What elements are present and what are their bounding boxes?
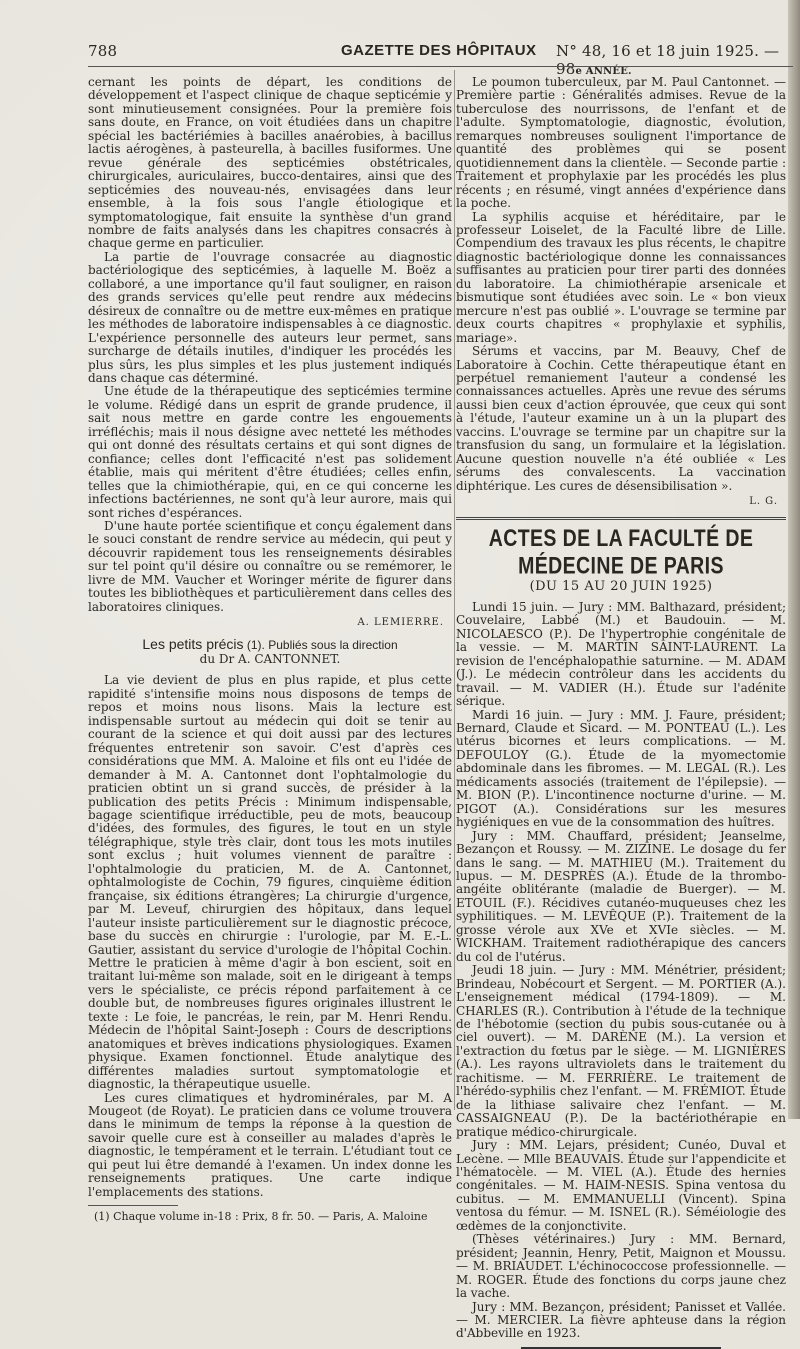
page-number: 788 (88, 42, 118, 60)
issue-date: N° 48, 16 et 18 juin 1925. — 98 (556, 42, 780, 78)
review-paragraph: Sérums et vaccins, par M. Beauvy, Chef de Laboratoire à Cochin. Cette thérapeutique étant en perpétuel remaniement l'auteur a condensé les connaissances actuelles. Après une revue des sérums aussi bien ceux d'action éprouvée, que ceux qui sont à l'étude, l'auteur examine un à un la plupart des vaccins. L'ouvrage se termine par un chapitre sur la transfusion du sang, un formulaire et la législation. Aucune question nouvelle n'a été oubliée « Les sérums des convalescents. La vaccination diphtérique. Les cures de désensibilisation ». (456, 344, 786, 493)
review-paragraph: Une étude de la thérapeutique des septicémies termine le volume. Rédigé dans un esprit de grande prudence, il sait nous mettre en garde contre les engouements irréfléchis; mais il nous désigne avec netteté les méthodes qui ont donné des résultats certains et qui sont dignes de confiance; celles dont l'efficacité n'est pas solidement établie, mais qui méritent d'être étudiées; celles enfin, telles que la chimiothérapie, qui, en ce qui concerne les infections bactériennes, ne sont qu'à leur aurore, mais qui sont riches d'espérances. (88, 384, 452, 520)
actes-paragraph: Jeudi 18 juin. — Jury : MM. Ménétrier, président; Brindeau, Nobécourt et Sergent. — M. PORTIER (A.). L'enseignement médical (1794-1809). — M. CHARLES (R.). Contribution à l'étude de la technique de l'hébotomie (section du pubis sous-cutanée ou à ciel ouvert). — M. DARÈNE (M.). La version et l'extraction du fœtus par le siège. — M. LIGNIÈRES (A.). Les rayons ultraviolets dans le traitement du rachitisme. — M. FERRIÈRE. Le traitement de l'hérédo-syphilis chez l'enfant. — M. FRÉMIOT. Étude de la lithiase salivaire chez l'enfant. — M. CASSAIGNEAU (P.). De la bactériothérapie en pratique médico-chirurgicale. (456, 963, 786, 1139)
footnote: (1) Chaque volume in-18 : Prix, 8 fr. 50. — Paris, A. Maloine (94, 1210, 428, 1224)
review-paragraph: La vie devient de plus en plus rapide, et plus cette rapidité s'intensifie moins nous disposons de temps de repos et moins nous lisons. Mais la lecture est indispensable surtout au médecin qui doit se tenir au courant de la science et qui doit aussi par des lectures fréquentes entretenir son savoir. C'est d'après ces considérations que MM. A. Maloine et fils ont eu l'idée de demander à M. A. Cantonnet dont l'ophtalmologie du praticien obtint un si grand succès, de présider à la publication des petits Précis : Minimum indispensable, bagage scientifique irréductible, peu de mots, beaucoup d'idées, des formules, des figures, le tout en un style télégraphique, style très clair, dont tous les mots inutiles sont exclus ; huit volumes viennent de paraître : l'ophtalmologie du praticien, M. de A. Cantonnet, ophtalmologiste de Cochin, 79 figures, cinquième édition française, six éditions étrangères; La chirurgie d'urgence, par M. Leveuf, chirurgien des hôpitaux, dans lequel l'auteur insiste particulièrement sur le diagnostic précoce, base du succès en chirurgie : l'urologie, par M. E.-L. Gautier, assistant du service d'urologie de l'hôpital Cochin. Mettre le praticien à même d'agir à bon escient, soit en traitant lui-même son malade, soit en le dirigeant à temps vers le spécialiste, ce précis répond parfaitement à ce double but, de nombreuses figures originales illustrent le texte : Le foie, le pancréas, le rein, par M. Henri Rendu. Médecin de l'hôpital Saint-Joseph : Cours de descriptions anatomiques et brèves indications physiologiques. Examen physique. Examen fonctionnel. Étude analytique des différentes maladies surtout symptomatologie et diagnostic, la thérapeutique usuelle. (88, 673, 452, 1092)
header-rule (88, 66, 793, 67)
review-paragraph: La syphilis acquise et héréditaire, par le professeur Loiselet, de la Faculté libre de Lille. Compendium des travaux les plus récents, le chapitre diagnostic bactériologique donne les connaissances suffisantes au praticien pour tirer parti des données du laboratoire. La chimiothérapie arsenicale et bismutique sont étudiées avec soin. Le « bon vieux mercure n'est pas oublié ». L'ouvrage se termine par deux courts chapitres « prophylaxie et syphilis, mariage». (456, 209, 786, 345)
issue-year: e ANNÉE. (575, 66, 632, 77)
section-separator (456, 517, 786, 520)
journal-title: GAZETTE DES HÔPITAUX (341, 42, 537, 59)
precis-director: du Dr A. CANTONNET. (199, 652, 341, 667)
actes-paragraph: Lundi 15 juin. — Jury : MM. Balthazard, président; Couvelaire, Labbé (M.) et Baudouin. — M. NICOLAESCO (P.). De l'hypertrophie congénitale de la vessie. — M. MARTIN SAINT-LAURENT. La revision de l'encéphalopathie saturnine. — M. ADAM (J.). Le médecin contrôleur dans les accidents du travail. — M. VADIER (H.). Étude sur l'adénite sérique. (456, 599, 786, 709)
actes-paragraph: Mardi 16 juin. — Jury : MM. J. Faure, président; Bernard, Claude et Sicard. — M. PONTEAU (L.). Les utérus bicornes et leurs complications. — M. DEFOULOY (G.). Étude de la myomectomie abdominale dans les fibromes. — M. LEGAL (R.). Les médicaments associés (traitement de l'épilepsie). — M. BION (P.). L'incontinence nocturne d'urine. — M. PIGOT (A.). Considérations sur les mesures hygiéniques en vue de la consommation des huîtres. (456, 707, 786, 830)
review-paragraph: cernant les points de départ, les conditions de développement et l'aspect clinique de chaque septicémie y sont minutieusement consignées. Pour la première fois sans doute, en France, on voit étudiées dans un chapitre spécial les bactériémies à bacilles anaérobies, à bacillus lactis aérogènes, à pasteurella, à bacilles fusiformes. Une revue générale des septicémies obstétricales, chirurgicales, auriculaires, bucco-dentaires, ainsi que des septicémies des nouveau-nés, envisagées dans leur ensemble, à la fois sous l'angle étiologique et symptomatologique, fait ensuite la synthèse d'un grand nombre de faits analysés dans les chapitres consacrés à chaque germe en particulier. (88, 75, 452, 251)
dates-heading: (DU 15 AU 20 JUIN 1925) (529, 578, 713, 594)
review-paragraph: La partie de l'ouvrage consacrée au diagnostic bactériologique des septicémies, à laquelle M. Boëz a collaboré, a une importance qu'il faut souligner, en raison des grands services qu'elle peut rendre aux médecins désireux de connaître ou de mettre eux-mêmes en pratique les méthodes de laboratoire indispensables à ce diagnostic. L'expérience personnelle des auteurs leur permet, sans surcharge de détails inutiles, d'indiquer les procédés les plus sûrs, les plus simples et les plus justement indiqués dans chaque cas déterminé. (88, 249, 452, 385)
signature: A. LEMIERRE. (357, 617, 444, 629)
review-paragraph: Les cures climatiques et hydrominérales, par M. A Mougeot (de Royat). Le praticien dans ce volume trouvera dans le minimum de temps la réponse à la question de savoir quelle cure est à conseiller au malades d'après le diagnostic, le tempérament et le terrain. L'étudiant tout ce qui peut lui être demandé à l'examen. Un index donne les renseignements pratiques. Une carte indique l'emplacements des stations. (88, 1090, 452, 1199)
signature: L. G. (749, 496, 778, 508)
right-column (456, 76, 786, 1349)
section-heading (88, 635, 452, 652)
actes-paragraph: Jury : MM. Lejars, président; Cunéo, Duval et Lecène. — Mlle BEAUVAIS. Étude sur l'appendicite et l'hématocèle. — M. VIEL (A.). Étude des hernies congénitales. — M. HAIM-NESIS. Spina ventosa du cubitus. — M. EMMANUELLI (Vincent). Spina ventosa du fémur. — M. ISNEL (R.). Séméiologie des œdèmes de la conjonctivite. (456, 1138, 786, 1233)
footnote-rule (88, 1205, 178, 1206)
page-binding-edge (788, 0, 800, 1119)
actes-paragraph: Jury : MM. Bezançon, président; Panisset et Vallée. — M. MERCIER. La fièvre aphteuse dans la région d'Abbeville en 1923. (456, 1299, 786, 1341)
precis-title-rest: (1). Publiés sous la direction (243, 637, 398, 652)
left-column (88, 76, 452, 1224)
review-paragraph: D'une haute portée scientifique et conçu également dans le souci constant de rendre service au médecin, qui peut y découvrir rapidement tous les renseignements désirables sur tel point qu'il désire ou connaître ou se remémorer, le livre de MM. Vaucher et Woringer mérite de figurer dans toutes les bibliothèques et particulièrement dans celles des laboratoires cliniques. (88, 518, 452, 614)
faculty-title: ACTES DE LA FACULTÉ DE MÉDECINE DE PARIS (488, 524, 754, 579)
actes-paragraph: Jury : MM. Chauffard, président; Jeanselme, Bezançon et Roussy. — M. ZIZINE. Le dosage du fer dans le sang. — M. MATHIEU (M.). Traitement du lupus. — M. DESPRÈS (A.). Étude de la thrombo-angéite oblitérante (maladie de Buerger). — M. ETOUIL (F.). Récidives cutanéo-muqueuses chez les syphilitiques. — M. LEVÊQUE (P.). Traitement de la grosse vérole aux XVe et XVIe siècles. — M. WICKHAM. Traitement radiothérapique des cancers du col de l'utérus. (456, 828, 786, 964)
actes-paragraph: (Thèses vétérinaires.) Jury : MM. Bernard, président; Jeannin, Henry, Petit, Maignon et Moussu. — M. BRIAUDET. L'échinococcose professionnelle. — M. ROGER. Étude des fonctions du corps jaune chez la vache. (456, 1232, 786, 1301)
review-paragraph: Le poumon tuberculeux, par M. Paul Cantonnet. — Première partie : Généralités admises. Revue de la tuberculose des nourrissons, de l'enfant et de l'adulte. Symptomatologie, diagnostic, évolution, remarques nombreuses soulignent l'importance de quantité des problèmes qui se posent quotidiennement dans la clientèle. — Seconde partie : Traitement et prophylaxie par les procédés les plus récents ; en résumé, vingt années d'expérience dans la poche. (456, 75, 786, 211)
column-divider (454, 70, 455, 1110)
issue-info (556, 42, 788, 78)
page-header (88, 42, 788, 78)
precis-title: Les petits précis (142, 635, 244, 652)
